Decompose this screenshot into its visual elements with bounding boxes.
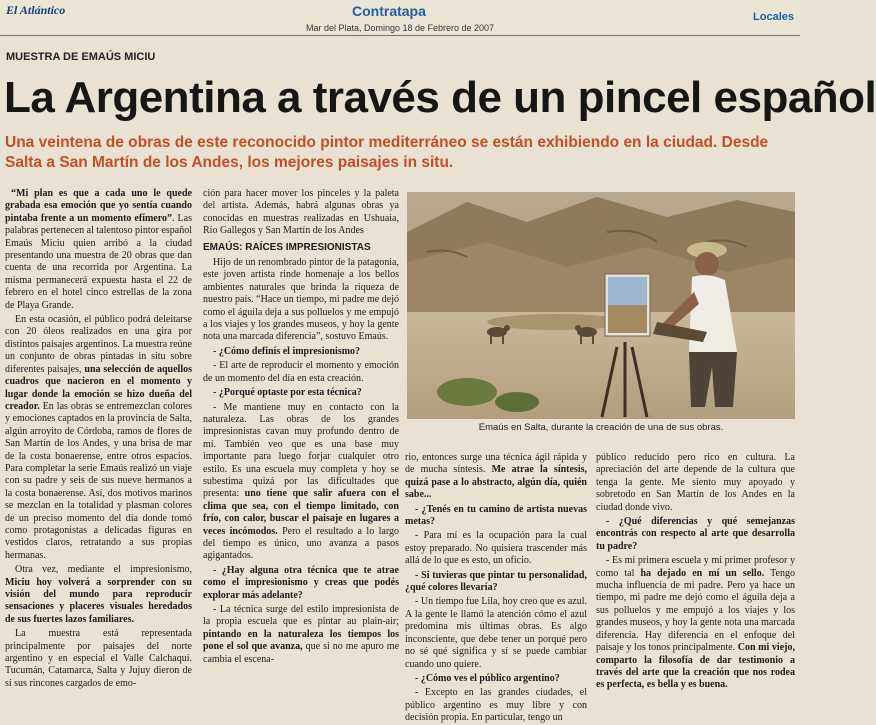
article-column-3 — [405, 452, 587, 724]
opening-quote: “Mi plan es que a cada uno le quede grabada esa emoción que yo sentía cuando pintaba frente a un momento efímero” — [5, 188, 192, 224]
interview-answer: - Excepto en las grandes ciudades, el público argentino es muy libre y con decisión propia. En particular, tengo un — [405, 687, 587, 724]
article-deck: Una veintena de obras de este reconocido pintor mediterráneo se están exhibiendo en la ciudad. Desde Salta a San Martín de los Andes, los mejores paisajes in situ. — [5, 134, 769, 171]
paragraph — [5, 314, 192, 562]
paragraph: La muestra está representada principalmente por paisajes del norte argentino y en especial el Valle Calchaquí. Tucumán, Catamarca, Salta y Jujuy dieron de sí sus rincones cargados de emo- — [5, 628, 192, 689]
paragraph-text: - La técnica surge del estilo impresionista de la propia escuela que es pintar au plain-air; — [203, 604, 399, 628]
dateline: Mar del Plata, Domingo 18 de Febrero de 2007 — [305, 23, 495, 33]
paragraph-bold: pintando en la naturaleza los tiempos los pone el sol que avanza, — [203, 628, 399, 653]
paragraph-bold: una selección de aquellos cuadros que nacieron en el momento y lugar donde la emoción se hizo dueña del creador. — [5, 363, 192, 412]
interview-answer: - Un tiempo fue Lila, hoy creo que es azul. A la gente le llamó la atención cómo el azul predomina mis últimas obras. Es algo inconsciente, que debe tener un porqué pero no sé qué significa y sí se puede cambiar cuando uno quiere. — [405, 596, 587, 670]
subheading: EMAÚS: RAÍCES IMPRESIONISTAS — [203, 241, 371, 253]
paragraph-text: En las obras se entremezclan colores y emociones captados en la provincia de Salta, algún arroyito de Córdoba, ramos de flores de San Martín de los Andes, y una brisa de mar de la costa bonaerense, entre otros espacios. Para completar la serie Emaús realizó un viaje con su padre y seis de sus nueve hermanos a la costa bonaerense. Así, dos motivos marinos se mezclan en la totalidad y plasman colores de un preciso momento del día donde tomó como protagonistas a delicadas figuras en vestidos claros, retratando a sus propias hermanas. — [5, 400, 192, 561]
photo-caption: Emaús en Salta, durante la creación de una de sus obras. — [478, 422, 724, 433]
paragraph — [5, 564, 192, 626]
article-kicker: MUESTRA DE EMAÚS MICIU — [6, 51, 156, 63]
paragraph-bold: Me atrae la síntesis, quizá pase a lo abstracto, algún día, quién sabe... — [405, 464, 587, 501]
article-column-2 — [203, 188, 399, 694]
paragraph-bold: ha dejado en mí un sello. — [640, 567, 765, 579]
paragraph-text: - Es mi primera escuela y mi primer profesor y como tal — [596, 555, 795, 579]
paragraph-text: Otra vez, mediante el impresionismo, — [15, 564, 192, 576]
interview-question: - ¿Tenés en tu camino de artista nuevas metas? — [405, 503, 587, 528]
interview-answer: - El arte de reproducir el momento y emoción de un momento del día en esta creación. — [203, 360, 399, 384]
section-title: Contratapa — [352, 3, 426, 19]
header-rule — [0, 35, 800, 36]
article-photo — [407, 192, 795, 419]
interview-answer — [596, 555, 795, 691]
painter-in-landscape-image — [407, 192, 795, 419]
interview-question: - ¿Qué diferencias y qué semejanzas encontrás con respecto al arte que desarrolla tu padre? — [596, 516, 795, 552]
paragraph-text: - Me mantiene muy en contacto con la naturaleza. Las obras de los grandes impresionistas cavan muy profundo dentro de mí. También veo que es una base muy importante para luego forjar cualquier otro estilo. Es una escuela muy completa y hoy se subestima quizá por las dificultades que presenta: — [203, 401, 399, 500]
article-headline: La Argentina a través de un pincel español — [4, 73, 876, 122]
paragraph-text: Tengo mucha influencia de mi padre. Pero ya hace un tiempo, mi padre me dejó como el águila deja a sus polluelos y me empujó a los viajes y los grandes museos, y hoy la gente nota una marcada diferencia. Hay diferencia en el enfoque del paisaje y los tonos principalmente. — [596, 567, 795, 654]
paragraph: Hijo de un renombrado pintor de la patagonia, este joven artista rinde homenaje a los bellos ambientes naturales que brinda la riqueza de nuestro país. “Hace un tiempo, mi padre me dejó como el águila deja a sus polluelos y me empujó a los viajes y los grandes museos, y hoy la gente nota una marcada diferencia”, sostuvo Emaús. — [203, 257, 399, 343]
paragraph-text: que si no me apuro me cambia el escena- — [203, 641, 400, 665]
interview-question: - ¿Cómo definís el impresionismo? — [213, 345, 361, 357]
article-column-1 — [5, 188, 192, 694]
paragraph-bold: Con mi viejo, comparto la filosofía de dar testimonio a través del arte que la creación que nos rodea es perfecta, es bella y es buena. — [596, 642, 795, 691]
interview-question: - ¿Hay alguna otra técnica que te atrae como el impresionismo y creas que podés explorar más adelante? — [203, 564, 399, 601]
paragraph-text: . Las palabras pertenecen al talentoso pintor español Emaús Miciu quien arribó a la ciudad presentando una muestra de 20 obras que dan cuenta de una recorrida por Argentina. La misma permanecerá expuesta hasta el 22 de febrero en el hotel cinco estrellas de la zona de Playa Grande. — [5, 212, 192, 311]
paragraph-text: rio, entonces surge una técnica ágil rápida y de mucha síntesis. — [405, 452, 587, 476]
newspaper-masthead: El Atlántico — [6, 3, 66, 17]
interview-answer — [203, 604, 399, 666]
interview-answer: - Para mí es la ocupación para la cual estoy preparado. No quisiera trascender más allá de lo que es esto, un oficio. — [405, 530, 587, 567]
article-column-4 — [596, 452, 795, 694]
paragraph: público reducido pero rico en cultura. La apreciación del arte depende de la cultura que tenga la gente. Me siento muy apoyado y sobretodo en San Martín de los Andes en la ciudad donde vivo. — [596, 452, 795, 513]
section-right-label: Locales — [753, 11, 794, 23]
paragraph-bold: Miciu hoy volverá a sorprender con su visión del mundo para reproducir sensaciones y placeres visuales heredados de sus fuertes lazos familiares. — [5, 576, 192, 625]
interview-question: - Si tuvieras que pintar tu personalidad, ¿qué colores llevaría? — [405, 569, 587, 594]
paragraph: ción para hacer mover los pinceles y la paleta del artista. Además, habrá algunas obras ya conocidas en muestras realizadas en Ushuaia, Río Gallegos y San Martín de los Andes — [203, 188, 399, 237]
paragraph-bold: uno tiene que salir afuera con el clima que sea, con el tiempo limitado, con frío, con calor, buscar el paisaje en lugares a veces incómodos. — [203, 488, 399, 537]
paragraph-text: En esta ocasión, el público podrá deleitarse con 20 óleos realizados en una gira por distintos paisajes argentinos. La muestra reúne un conjunto de obras pintadas in situ sobre diferentes paisajes, — [5, 314, 192, 375]
paragraph-text: Pero el resultado a lo largo del tiempo es único, uno avanza a pasos agigantados. — [203, 525, 399, 562]
paragraph — [5, 188, 192, 312]
interview-question: - ¿Porqué optaste por esta técnica? — [213, 387, 362, 399]
interview-question: - ¿Cómo ves el público argentino? — [415, 672, 560, 684]
paragraph — [405, 452, 587, 502]
interview-answer — [203, 402, 399, 563]
